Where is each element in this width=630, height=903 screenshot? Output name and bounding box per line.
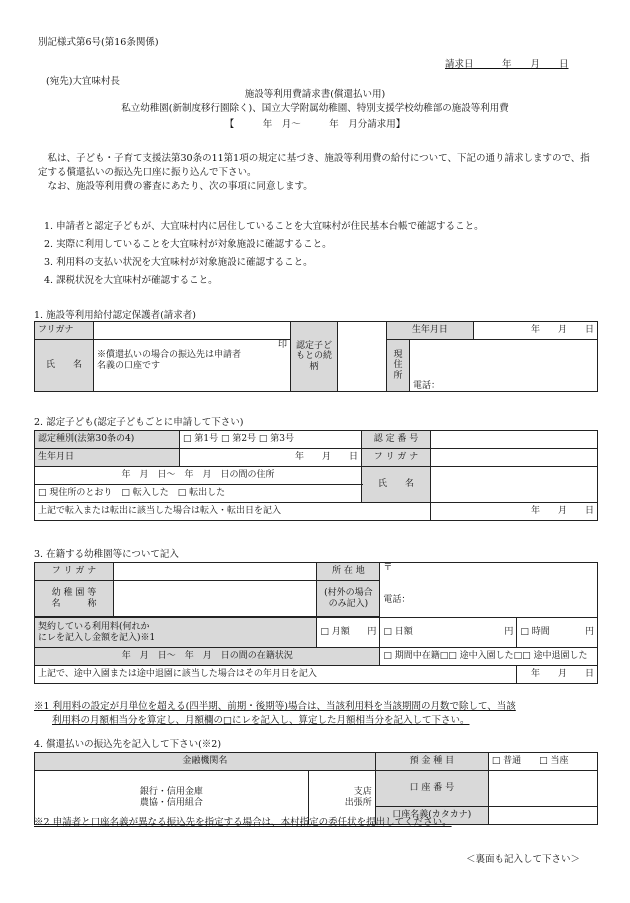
birth-input[interactable]: 年 月 日	[473, 322, 597, 340]
tel-label: 電話：	[413, 380, 441, 391]
location-note	[317, 581, 380, 617]
child-name-label: 氏 名	[362, 467, 431, 503]
account-note: ※償還払いの場合の振込先は申請者	[97, 350, 242, 361]
location-input[interactable]	[380, 563, 598, 618]
consent-item: 4. 課税状況を大宜味村が確認すること。	[44, 275, 218, 286]
consent-item: 1. 申請者と認定子どもが、大宜味村内に居住していることを大宜味村が住民基本台帳で確認すること。	[44, 221, 484, 232]
footnote-1: ※1 利用料の設定が月単位を超える(四半期、前期・後期等)場合は、当該利用料を当該期間の月数で除して、当該	[34, 701, 516, 712]
addressee: (宛先)大宜味村長	[46, 76, 120, 87]
section4-heading: 4. 償還払いの振込先を記入して下さい(※2)	[34, 739, 222, 750]
seal-mark: 印	[277, 340, 287, 350]
period-address-label: 年 月 日～ 年 月 日の間の住所	[35, 467, 362, 485]
section3-heading: 3. 在籍する幼稚園等について記入	[34, 549, 179, 560]
footnote-1-cont: 利用料の月額相当分を算定し、月額欄の□にレを記入し、算定した月額相当分を記入して下さい。	[52, 715, 470, 726]
consent-item: 3. 利用料の支払い状況を大宜味村が対象施設に確認すること。	[44, 257, 313, 268]
enroll-period-label: 年 月 日～ 年 月 日の間の在籍状況	[35, 648, 380, 666]
yen-label: 円	[367, 627, 377, 638]
move-date-input[interactable]: 年 月 日	[431, 503, 598, 521]
name-label: 氏 名	[35, 340, 94, 392]
furigana-input[interactable]	[94, 322, 291, 340]
request-date[interactable]: 請求日 年 月 日	[445, 59, 569, 70]
consent-item: 2. 実際に利用していることを大宜味村が対象施設に確認すること。	[44, 239, 332, 250]
postal-mark: 〒	[383, 563, 393, 573]
daily-fee[interactable]	[380, 618, 517, 648]
monthly-fee[interactable]	[317, 618, 380, 648]
address-label: 現住所	[387, 340, 410, 392]
office-label: 出張所	[344, 797, 372, 808]
cert-type-options[interactable]: □ 第1号 □ 第2号 □ 第3号	[180, 431, 362, 449]
move-note: 上記で転入または転出に該当した場合は転入・転出日を記入	[35, 503, 431, 521]
intro-consent: なお、施設等利用費の審査にあたり、次の事項に同意します。	[47, 181, 313, 192]
location-label: 所 在 地	[317, 563, 380, 581]
footer-note: ＜裏面も記入して下さい＞	[466, 854, 581, 865]
form-subtitle: 私立幼稚園(新制度移行園除く)、国立大学附属幼稚園、特別支援学校幼稚部の施設等利用費	[121, 103, 509, 114]
account-no-input[interactable]	[488, 771, 597, 807]
account-note-2: 名義の口座です	[97, 360, 161, 371]
cert-type-label: 認定種別(法第30条の4)	[35, 431, 180, 449]
hourly-option[interactable]: □ 時間	[520, 627, 550, 638]
holder-label: 口座名義(カタカナ)	[375, 807, 488, 825]
branch-label: 支店	[353, 787, 372, 798]
child-birth-label: 生年月日	[35, 449, 180, 467]
form-id: 別記様式第6号(第16条関係)	[38, 37, 159, 48]
deposit-type-label: 預 金 種 目	[375, 753, 488, 771]
daily-option[interactable]: □ 日額	[383, 627, 413, 638]
bank-type-line: 農協・信用組合	[139, 797, 203, 808]
address-input[interactable]	[410, 340, 598, 392]
school-name-input[interactable]	[114, 581, 317, 617]
enroll-status-options[interactable]: □ 期間中在籍□□ 途中入園した□□ 途中退園した	[380, 648, 598, 666]
intro-paragraph: 私は、子ども・子育て支援法第30条の11第1項の規定に基づき、施設等利用費の給付について、下記の通り請求しますので、指定する償還払いの振込先口座に振り込んで下さい。	[38, 153, 590, 178]
fee-label-line: 契約している利用料(何れか	[38, 622, 150, 633]
holder-input[interactable]	[488, 807, 597, 825]
footnote-2: ※2 申請者と口座名義が異なる振込先を指定する場合は、本村指定の委任状を提出してください。	[34, 817, 452, 828]
location-note-line: のみ記入)	[328, 598, 369, 609]
section1-heading: 1. 施設等利用給付認定保護者(請求者)	[34, 310, 196, 321]
cert-no-label: 認 定 番 号	[362, 431, 431, 449]
school-tel-label: 電話：	[383, 595, 411, 606]
name-input[interactable]	[94, 340, 291, 392]
child-furigana-input[interactable]	[431, 449, 598, 467]
school-table	[34, 562, 598, 684]
cert-no-input[interactable]	[431, 431, 598, 449]
section2-heading: 2. 認定子ども(認定子どもごとに申請して下さい)	[34, 417, 244, 428]
child-name-input[interactable]	[431, 467, 598, 503]
form-title: 施設等利用費請求書(償還払い用)	[244, 89, 386, 100]
hourly-fee[interactable]	[517, 618, 598, 648]
bank-name-label: 金融機関名	[35, 753, 376, 771]
yen-label: 円	[584, 627, 594, 638]
furigana-label: フリガナ	[35, 322, 94, 340]
period-bracket[interactable]: 【 年 月～ 年 月分請求用】	[224, 119, 406, 130]
child-birth-input[interactable]: 年 月 日	[180, 449, 362, 467]
monthly-option[interactable]: □ 月額	[320, 627, 350, 638]
relation-input[interactable]	[338, 322, 387, 392]
birth-label: 生年月日	[387, 322, 474, 340]
yen-label: 円	[504, 627, 514, 638]
account-no-label: 口 座 番 号	[375, 771, 488, 807]
bank-type-line: 銀行・信用金庫	[139, 787, 203, 798]
school-name-label-line: 名 称	[51, 598, 97, 609]
location-note-line: (村外の場合	[324, 588, 373, 599]
school-name-label	[35, 581, 114, 617]
relation-label: 認定子どもとの続柄	[291, 322, 338, 392]
child-table	[34, 430, 598, 521]
address-status-options[interactable]: □ 現住所のとおり □ 転入した □ 転出した	[35, 485, 362, 503]
school-furigana-label: フ リ ガ ナ	[35, 563, 114, 581]
fee-label-line: にレを記入し金額を記入)※1	[38, 632, 156, 643]
school-furigana-input[interactable]	[114, 563, 317, 581]
child-furigana-label: フ リ ガ ナ	[362, 449, 431, 467]
fee-label	[35, 618, 317, 648]
guardian-table	[34, 321, 598, 392]
school-name-label-line: 幼 稚 園 等	[51, 588, 97, 599]
deposit-type-options[interactable]: □ 普通 □ 当座	[488, 753, 597, 771]
enroll-date-input[interactable]: 年 月 日	[517, 666, 598, 684]
enroll-note: 上記で、途中入園または途中退園に該当した場合はその年月日を記入	[35, 666, 517, 684]
